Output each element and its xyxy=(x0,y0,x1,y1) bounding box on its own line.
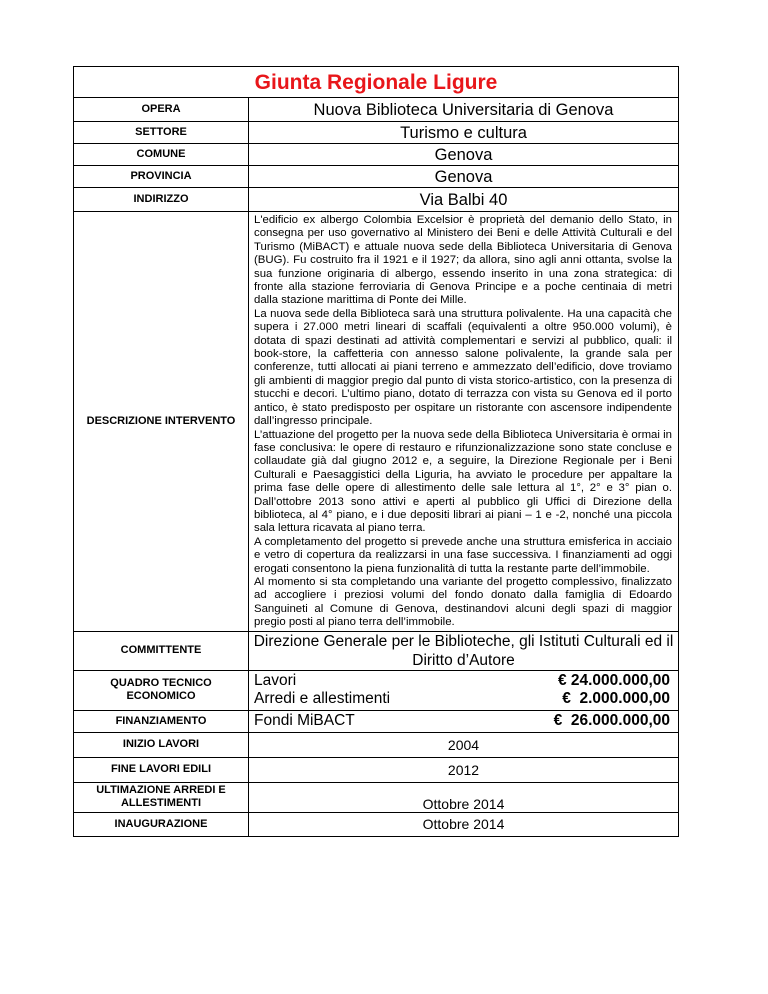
description-paragraph: La nuova sede della Biblioteca sarà una struttura polivalente. Ha una capacità che supera i 27.000 metri lineari di scaffali (equivalenti a oltre 950.000 volumi), è dotata di spazi destinati ad attività complementari e servizi al pubblico, quali: il book-store, la caffetteria con annesso salone polivalente, la grande sala per conferenze, tutti allocati ai piani terreno e ammezzato dell’edificio, dove troviamo gli ambienti di maggior pregio dal punto di vista storico-artistico, con la presenza di stucchi e decori. L’ultimo piano, dotato di terrazza con vista su Genova ed il porto antico, è stato predisposto per ospitare un ristorante con ascensore indipendente dall’ingresso principale. xyxy=(254,307,673,428)
label-quadro: QUADRO TECNICO ECONOMICO xyxy=(74,670,249,710)
value-indirizzo: Via Balbi 40 xyxy=(249,188,679,212)
cost-row xyxy=(254,690,670,708)
label-fine: FINE LAVORI EDILI xyxy=(74,757,249,782)
cost-row xyxy=(254,672,670,690)
row-fine xyxy=(74,757,679,782)
label-indirizzo: INDIRIZZO xyxy=(74,188,249,212)
value-inaugurazione: Ottobre 2014 xyxy=(249,812,679,836)
cost-name: Lavori xyxy=(254,672,297,690)
value-comune: Genova xyxy=(249,144,679,166)
description-paragraph: Al momento si sta completando una variante del progetto complessivo, finalizzato ad accogliere i preziosi volumi del fondo donato dalla famiglia di Edoardo Sanguineti al Comune di Genova, destinandovi alcuni degli spazi di maggior pregio posti al piano terra dell’immobile. xyxy=(254,575,673,629)
row-descrizione xyxy=(74,212,679,632)
cost-amount: € 2.000.000,00 xyxy=(562,690,671,708)
row-finanziamento xyxy=(74,710,679,732)
page-title: Giunta Regionale Ligure xyxy=(254,71,498,94)
row-provincia xyxy=(74,166,679,188)
value-settore: Turismo e cultura xyxy=(249,122,679,144)
row-settore xyxy=(74,122,679,144)
label-ultimazione: ULTIMAZIONE ARREDI E ALLESTIMENTI xyxy=(74,782,249,812)
cost-name: Arredi e allestimenti xyxy=(254,690,391,708)
value-fine: 2012 xyxy=(249,757,679,782)
row-ultimazione xyxy=(74,782,679,812)
label-descrizione: DESCRIZIONE INTERVENTO xyxy=(74,212,249,632)
row-indirizzo xyxy=(74,188,679,212)
row-inaugurazione xyxy=(74,812,679,836)
row-opera xyxy=(74,98,679,122)
label-inizio: INIZIO LAVORI xyxy=(74,732,249,757)
value-opera: Nuova Biblioteca Universitaria di Genova xyxy=(249,98,679,122)
value-provincia: Genova xyxy=(249,166,679,188)
description-cell xyxy=(249,212,679,632)
label-provincia: PROVINCIA xyxy=(74,166,249,188)
value-inizio: 2004 xyxy=(249,732,679,757)
project-sheet-table xyxy=(73,66,679,837)
description-paragraph: L’attuazione del progetto per la nuova sede della Biblioteca Universitaria è ormai in fase conclusiva: le opere di restauro e rifunzionalizzazione sono state concluse e collaudate già dal giugno 2012 e, a seguire, la Direzione Regionale per i Beni Culturali e Paesaggistici della Liguria, ha avviato le procedure per appaltare la prima fase delle opere di allestimento delle sale lettura al 1°, 2° e 3° pian o. Dall’ottobre 2013 sono attivi e aperti al pubblico gli Uffici di Direzione della biblioteca, al 4° piano, e i due depositi librari ai piani – 1 e -2, nonché una piccola sala lettura ricavata al piano terra. xyxy=(254,428,673,535)
quadro-economico xyxy=(249,670,679,710)
description-paragraph: L'edificio ex albergo Colombia Excelsior è proprietà del demanio dello Stato, in consegna per uso governativo al Ministero dei Beni e delle Attività Culturali e del Turismo (MiBACT) e attuale nuova sede della Biblioteca Universitaria di Genova (BUG). Fu costruito fra il 1921 e il 1927; da allora, sino agli anni ottanta, svolse la sua funzione originaria di albergo, essendo inserito in una zona strategica: di fronte alla stazione ferroviaria di Genova Principe e a poche centinaia di metri dalla stazione marittima di Ponte dei Mille. xyxy=(254,214,673,307)
funding-name: Fondi MiBACT xyxy=(254,712,355,730)
label-comune: COMUNE xyxy=(74,144,249,166)
label-finanziamento: FINANZIAMENTO xyxy=(74,710,249,732)
row-quadro xyxy=(74,670,679,710)
cost-amount: € 24.000.000,00 xyxy=(557,672,671,690)
funding-row xyxy=(254,712,670,730)
label-inaugurazione: INAUGURAZIONE xyxy=(74,812,249,836)
title-row xyxy=(74,67,679,98)
row-inizio xyxy=(74,732,679,757)
finanziamento-cell xyxy=(249,710,679,732)
row-committente xyxy=(74,631,679,670)
row-comune xyxy=(74,144,679,166)
label-committente: COMMITTENTE xyxy=(74,631,249,670)
value-ultimazione: Ottobre 2014 xyxy=(249,782,679,812)
funding-amount: € 26.000.000,00 xyxy=(553,712,671,730)
value-committente: Direzione Generale per le Biblioteche, gli Istituti Culturali ed il Diritto d’Autore xyxy=(249,631,679,670)
description-paragraph: A completamento del progetto si prevede anche una struttura emisferica in acciaio e vetro di copertura da realizzarsi in una fase successiva. I finanziamenti ad oggi erogati consentono la piena funzionalità di tutta la restante parte dell’immobile. xyxy=(254,535,673,575)
label-opera: OPERA xyxy=(74,98,249,122)
label-settore: SETTORE xyxy=(74,122,249,144)
